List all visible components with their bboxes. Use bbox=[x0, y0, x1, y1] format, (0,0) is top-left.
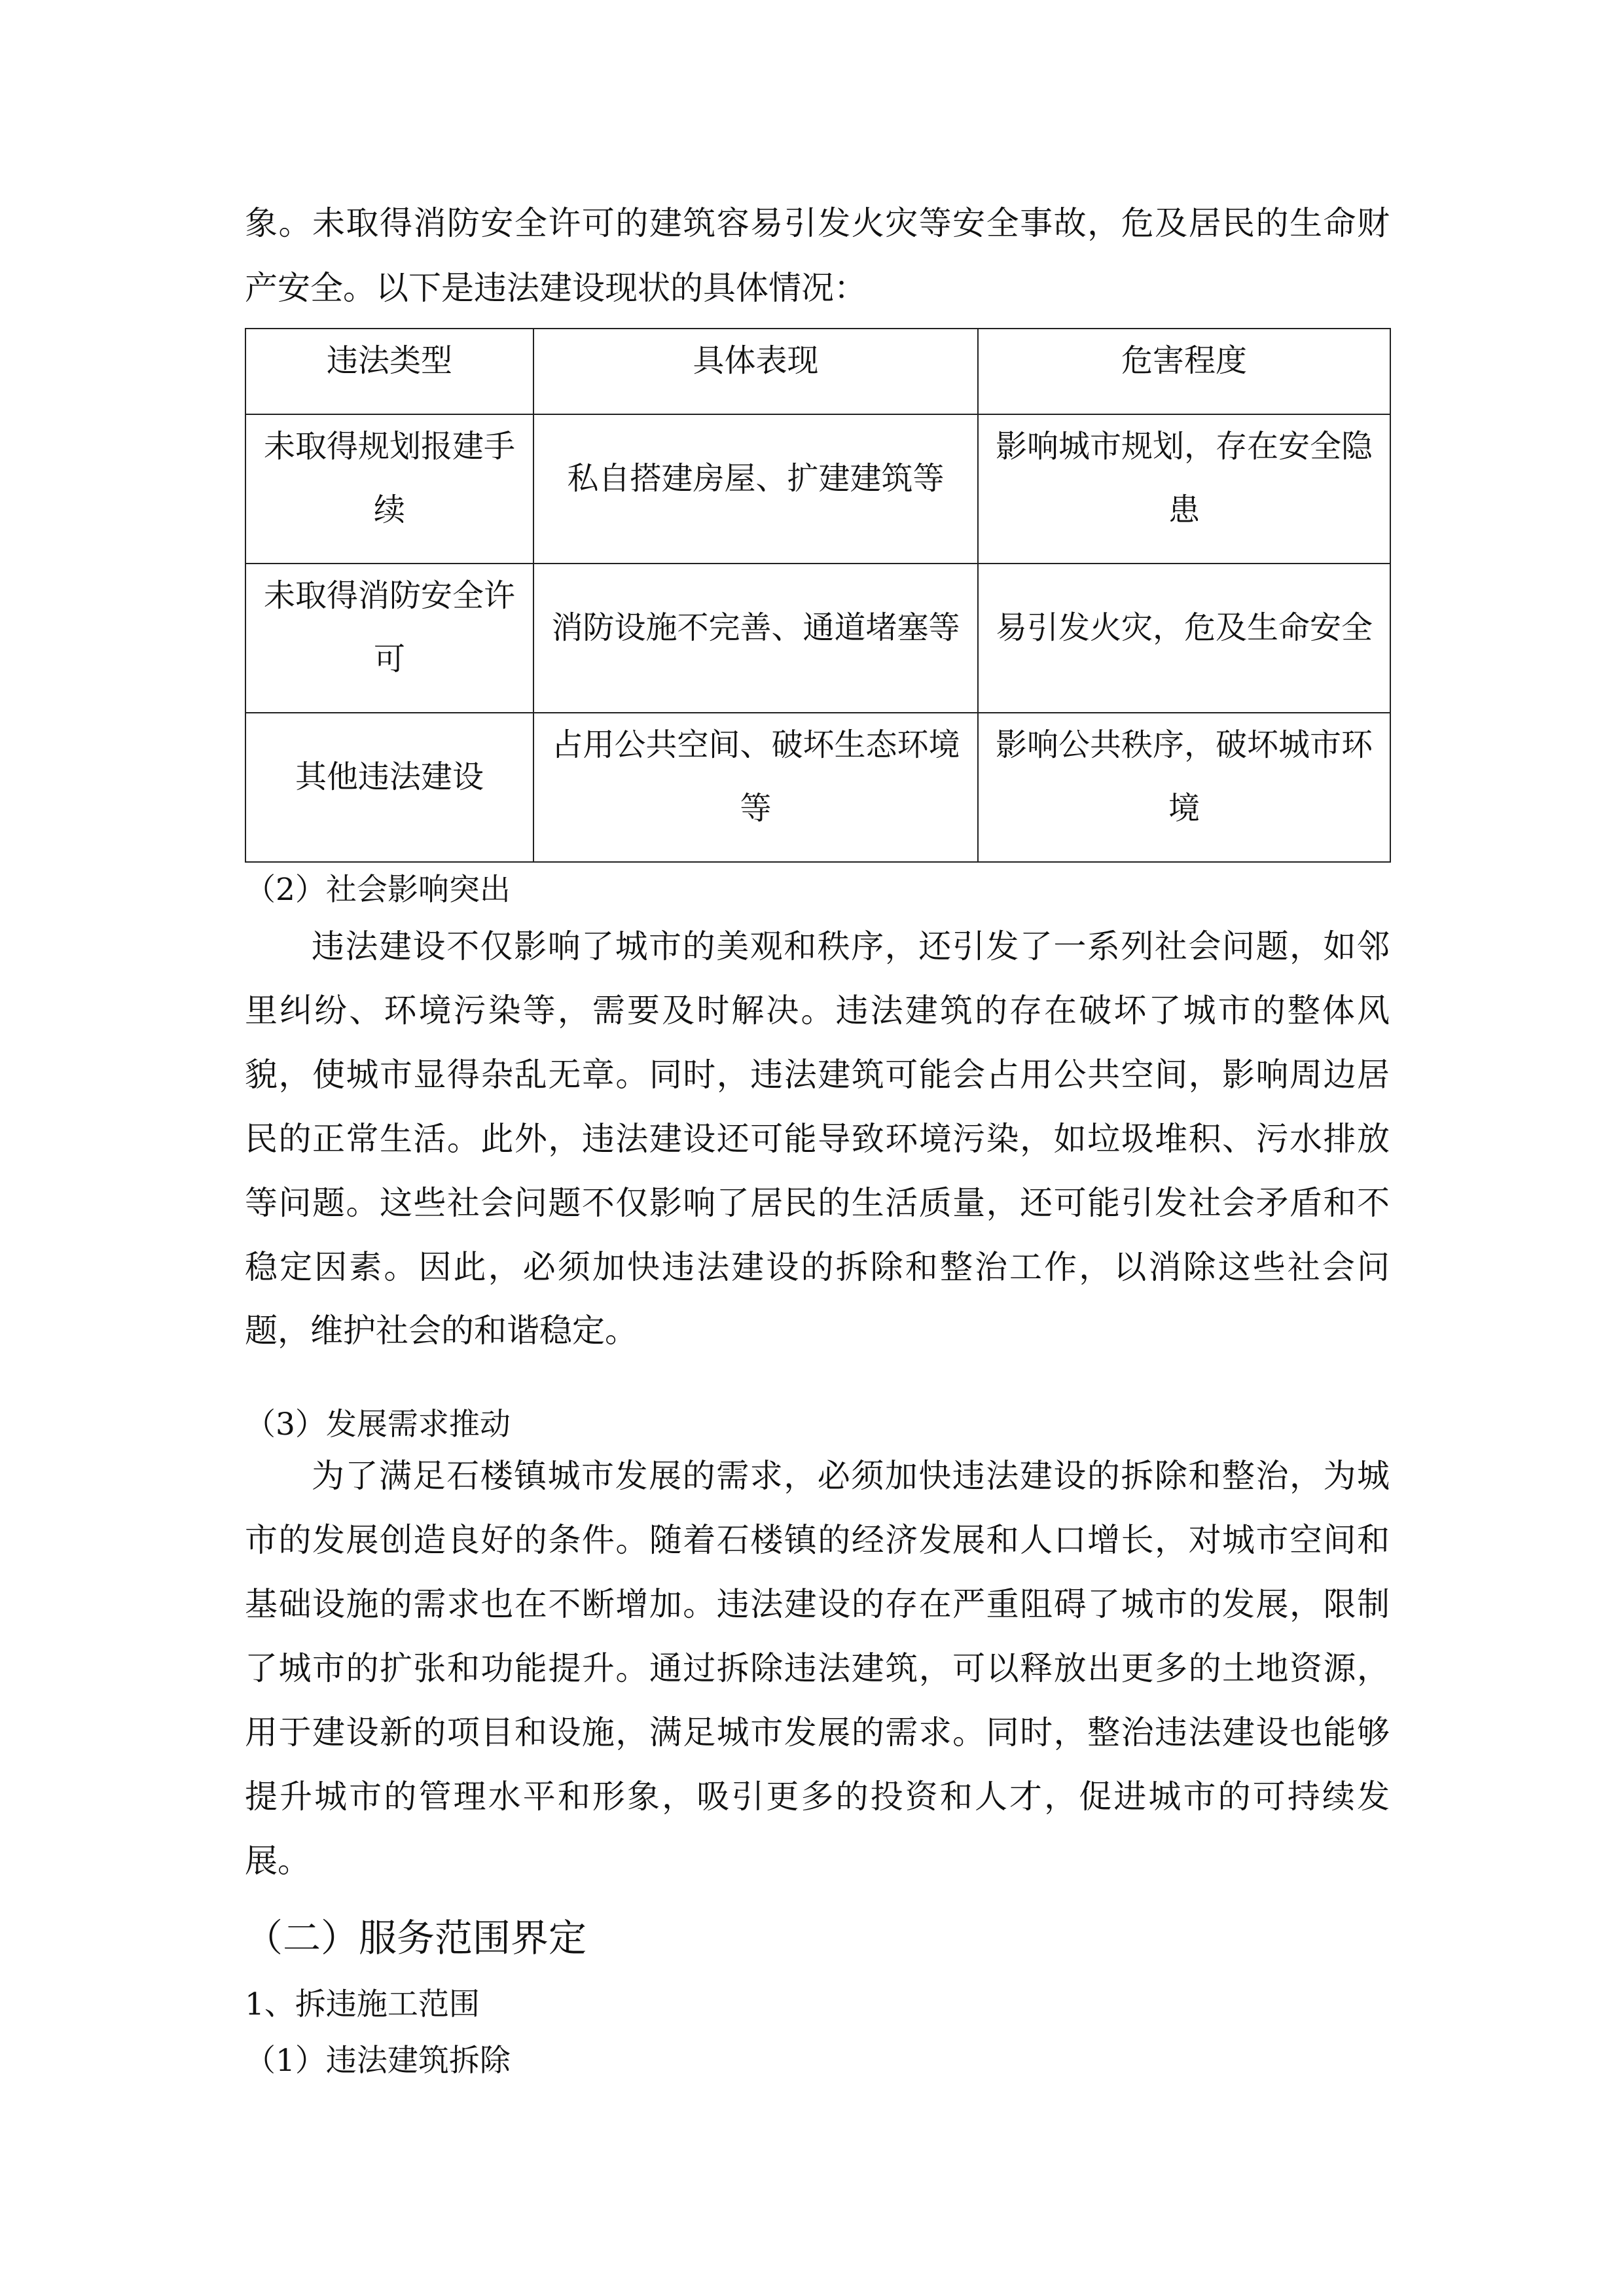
table-cell: 私自搭建房屋、扩建建筑等 bbox=[533, 414, 978, 564]
text-line: 里纠纷、环境污染等，需要及时解决。违法建筑的存在破坏了城市的整体风 bbox=[245, 992, 1390, 1030]
table-cell: 消防设施不完善、通道堵塞等 bbox=[533, 564, 978, 713]
text-line: 貌，使城市显得杂乱无章。同时，违法建筑可能会占用公共空间，影响周边居 bbox=[245, 1056, 1390, 1094]
text-line: 展。 bbox=[245, 1842, 310, 1880]
table-cell: 未取得规划报建手续 bbox=[245, 414, 533, 564]
sub-heading: 1、拆违施工范围 bbox=[245, 1986, 480, 2022]
text-line: 提升城市的管理水平和形象，吸引更多的投资和人才，促进城市的可持续发 bbox=[245, 1778, 1390, 1816]
table-row bbox=[245, 564, 1390, 713]
text-line: 稳定因素。因此，必须加快违法建设的拆除和整治工作，以消除这些社会问 bbox=[245, 1248, 1390, 1286]
table-row bbox=[245, 713, 1390, 862]
text-line: 市的发展创造良好的条件。随着石楼镇的经济发展和人口增长，对城市空间和 bbox=[245, 1521, 1390, 1559]
table-cell: 影响公共秩序，破坏城市环境 bbox=[978, 713, 1390, 862]
section-heading: （2）社会影响突出 bbox=[245, 872, 511, 908]
text-line: 为了满足石楼镇城市发展的需求，必须加快违法建设的拆除和整治，为城 bbox=[312, 1457, 1390, 1495]
text-line: 民的正常生活。此外，违法建设还可能导致环境污染，如垃圾堆积、污水排放 bbox=[245, 1120, 1390, 1158]
sub-sub-heading: （1）违法建筑拆除 bbox=[245, 2043, 511, 2079]
violation-table bbox=[245, 328, 1391, 863]
text-line: 基础设施的需求也在不断增加。违法建设的存在严重阻碍了城市的发展，限制 bbox=[245, 1585, 1390, 1623]
table-cell: 其他违法建设 bbox=[245, 713, 533, 862]
header-cell: 违法类型 bbox=[245, 329, 533, 414]
text-line: 题，维护社会的和谐稳定。 bbox=[245, 1312, 638, 1350]
table-cell: 易引发火灾，危及生命安全 bbox=[978, 564, 1390, 713]
table-cell: 占用公共空间、破坏生态环境等 bbox=[533, 713, 978, 862]
text-line: 象。未取得消防安全许可的建筑容易引发火灾等安全事故，危及居民的生命财 bbox=[245, 204, 1390, 242]
text-line: 产安全。以下是违法建设现状的具体情况： bbox=[245, 269, 867, 307]
chapter-heading: （二）服务范围界定 bbox=[245, 1916, 587, 1960]
header-cell: 具体表现 bbox=[533, 329, 978, 414]
text-line: 违法建设不仅影响了城市的美观和秩序，还引发了一系列社会问题，如邻 bbox=[312, 927, 1390, 965]
table-cell: 影响城市规划，存在安全隐患 bbox=[978, 414, 1390, 564]
text-line: 了城市的扩张和功能提升。通过拆除违法建筑，可以释放出更多的土地资源， bbox=[245, 1649, 1390, 1687]
table-cell: 未取得消防安全许可 bbox=[245, 564, 533, 713]
table-row bbox=[245, 414, 1390, 564]
table-header-row bbox=[245, 329, 1390, 414]
header-cell: 危害程度 bbox=[978, 329, 1390, 414]
text-line: 用于建设新的项目和设施，满足城市发展的需求。同时，整治违法建设也能够 bbox=[245, 1713, 1390, 1751]
section-heading: （3）发展需求推动 bbox=[245, 1407, 511, 1443]
text-line: 等问题。这些社会问题不仅影响了居民的生活质量，还可能引发社会矛盾和不 bbox=[245, 1184, 1390, 1222]
